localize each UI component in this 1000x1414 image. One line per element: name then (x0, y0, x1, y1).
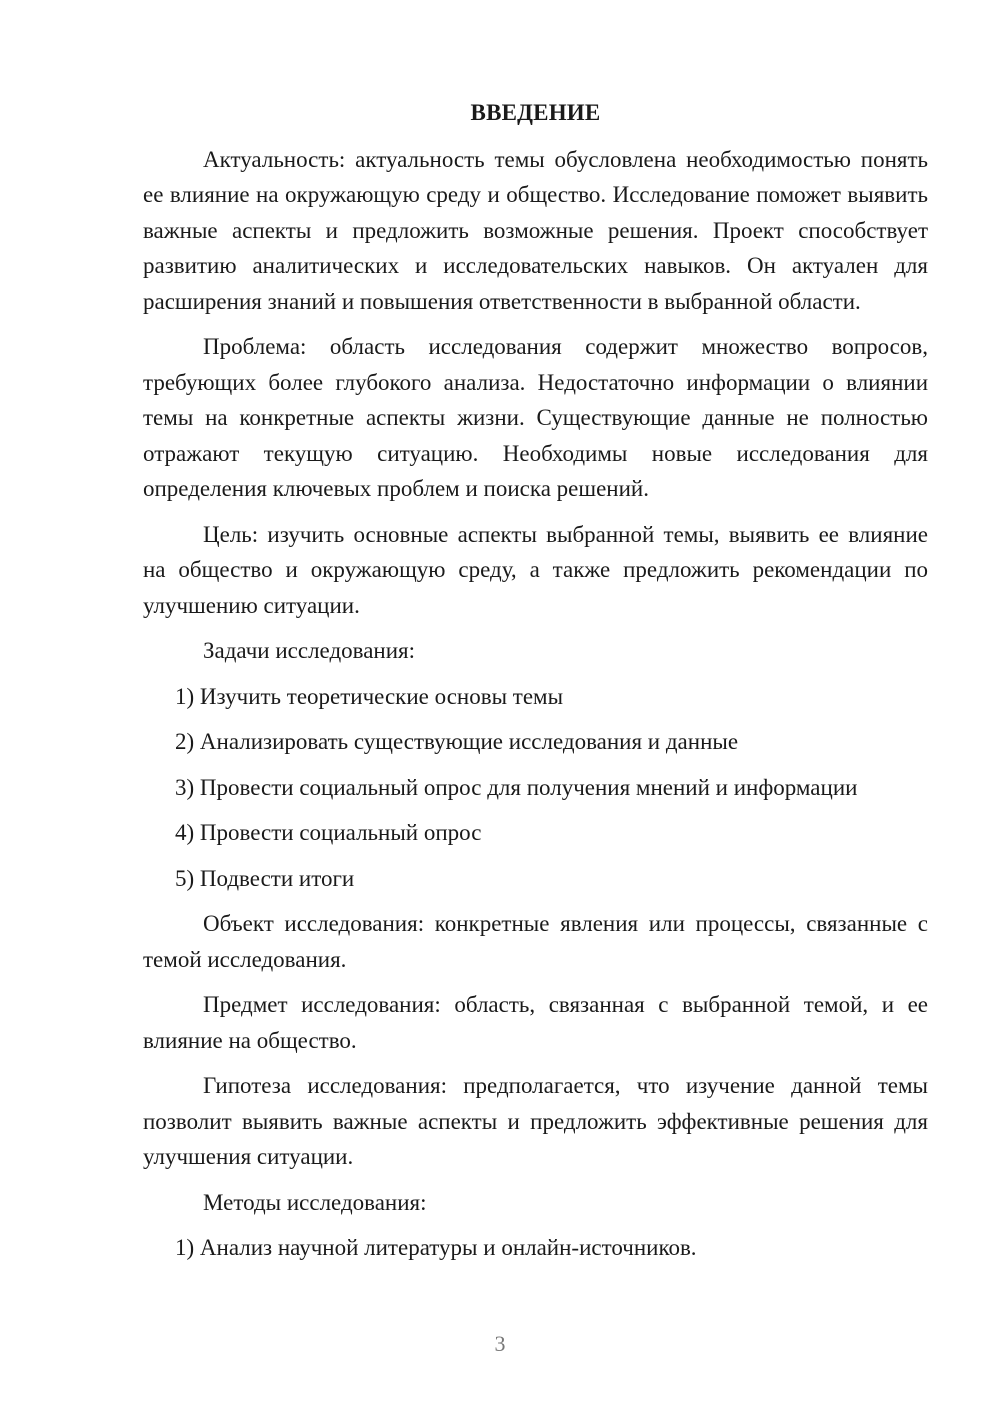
problem-paragraph: Проблема: область исследования содержит множество вопросов, требующих более глубокого анализа. Недостаточно информации о влиянии темы на конкретные аспекты жизни. Существующие данные не полностью отражают текущую ситуацию. Необходимы новые исследования для определения ключевых проблем и поиска решений. (143, 334, 928, 501)
task-item: 3) Провести социальный опрос для получения мнений и информации (175, 774, 858, 800)
tasks-heading: Задачи исследования: (203, 638, 416, 663)
page-number: 3 (494, 1331, 506, 1356)
hypothesis-paragraph: Гипотеза исследования: предполагается, что изучение данной темы позволит выявить важные аспекты и предложить эффективные решения для улучшения ситуации. (143, 1073, 928, 1169)
subject-paragraph: Предмет исследования: область, связанная с выбранной темой, и ее влияние на общество. (143, 992, 928, 1053)
relevance-paragraph: Актуальность: актуальность темы обусловлена необходимостью понять ее влияние на окружающую среду и общество. Исследование поможет выявить важные аспекты и предложить возможные решения. Проект способствует развитию аналитических и исследовательских навыков. Он актуален для расширения знаний и повышения ответственности в выбранной области. (143, 146, 928, 314)
section-title: ВВЕДЕНИЕ (470, 100, 601, 125)
tasks-list (143, 679, 928, 897)
object-paragraph: Объект исследования: конкретные явления или процессы, связанные с темой исследования. (143, 911, 928, 972)
methods-heading: Методы исследования: (203, 1189, 427, 1215)
task-item: 1) Изучить теоретические основы темы (175, 683, 564, 709)
task-item: 4) Провести социальный опрос (175, 820, 482, 845)
page-content (143, 95, 928, 1276)
task-item: 2) Анализировать существующие исследования и данные (175, 729, 739, 754)
goal-paragraph: Цель: изучить основные аспекты выбранной темы, выявить ее влияние на общество и окружающую среду, а также предложить рекомендации по улучшению ситуации. (143, 521, 928, 618)
methods-list (143, 1230, 928, 1266)
method-item: 1) Анализ научной литературы и онлайн-источников. (175, 1235, 697, 1260)
task-item: 5) Подвести итоги (175, 865, 355, 891)
